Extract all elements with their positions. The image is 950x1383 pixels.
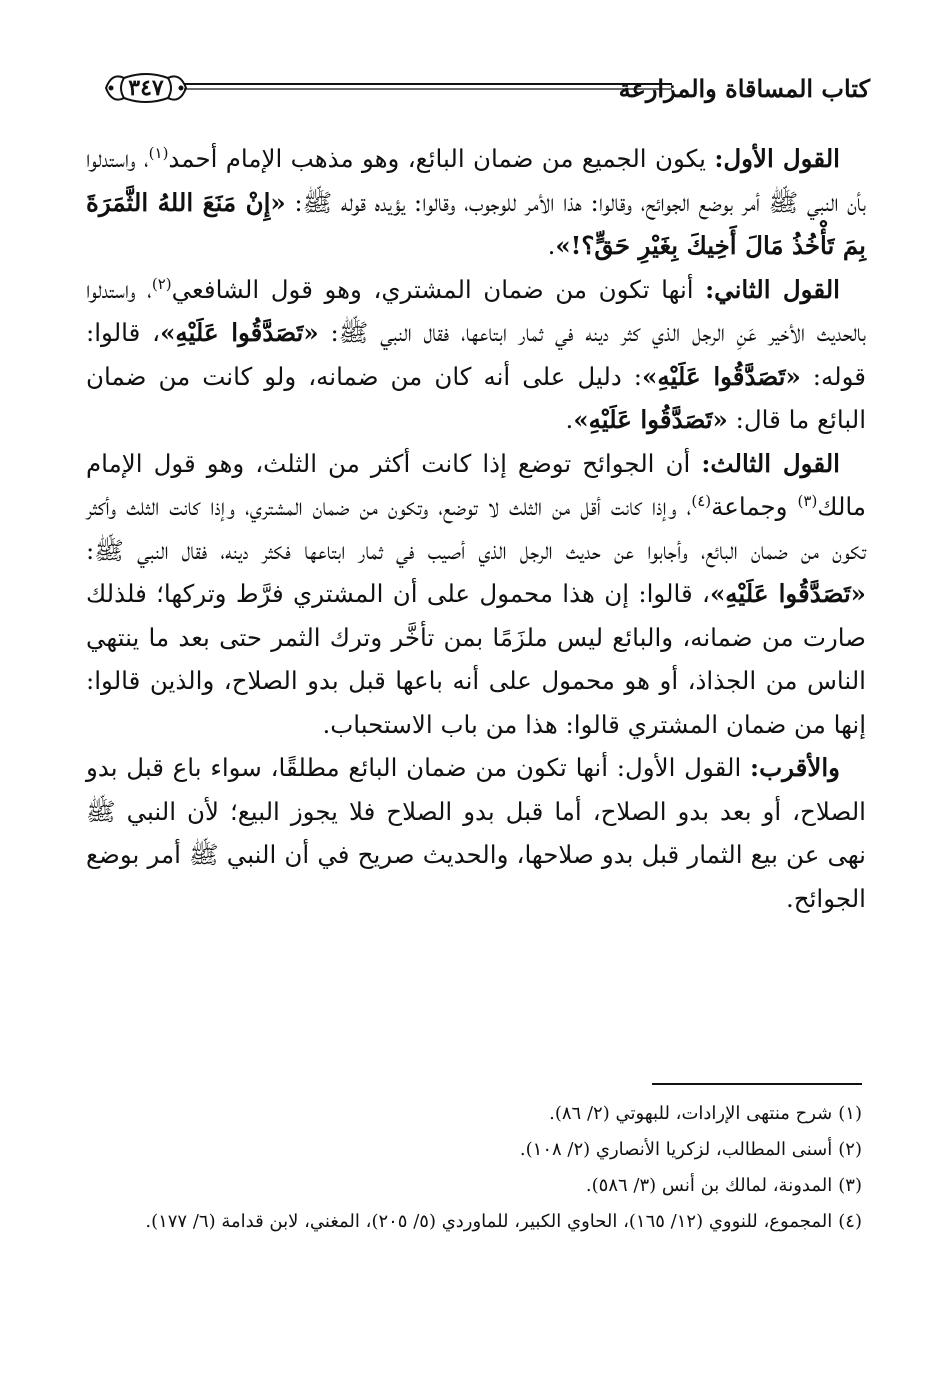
- footnote-number: (٢): [838, 1139, 862, 1160]
- paragraph-text: أن الجوائح توضع إذا كانت أكثر من الثلث، وهو قول الإمام مالك: [86, 448, 866, 521]
- page-number-ornament: [102, 68, 190, 108]
- paragraph-text: ، واستدلوا بالحديث الأخير عَنِ الرجل الذي كثر دينه في ثمار ابتاعها، فقال النبي ﷺ:: [86, 274, 867, 347]
- paragraph-second-opinion: [86, 268, 866, 442]
- paragraph-first-opinion: [86, 137, 866, 268]
- paragraph-text: ، قالوا: قوله:: [86, 318, 867, 391]
- paragraph-text: .: [565, 405, 574, 434]
- hadith-quote: «تَصَدَّقُوا عَلَيْهِ»: [573, 405, 728, 434]
- footnote-number: (١): [838, 1103, 862, 1124]
- page-header: [88, 66, 870, 116]
- paragraph-text: : دليل على أنه كان من ضمانه، ولو كانت من ضمان البائع ما قال:: [86, 361, 866, 434]
- hadith-quote: «تَصَدَّقُوا عَلَيْهِ»: [642, 361, 801, 391]
- footnote-text: المجموع، للنووي (١٢/ ١٦٥)، الحاوي الكبير، للماوردي (٥/ ٢٠٥)، المغني، لابن قدامة (٦/ ١٧٧).: [145, 1211, 833, 1232]
- footnote-text: المدونة، لمالك بن أنس (٣/ ٥٨٦).: [585, 1175, 833, 1196]
- footnote-separator: [652, 1083, 862, 1085]
- page-number: ٣٤٧: [128, 75, 164, 101]
- footnote-item: [86, 1168, 866, 1204]
- footnote-text: شرح منتهى الإرادات، للبهوتي (٢/ ٨٦).: [549, 1103, 833, 1124]
- footnote-number: (٤): [838, 1211, 862, 1232]
- main-text: [86, 137, 866, 920]
- footnote-item: [86, 1096, 866, 1132]
- header-rule: [184, 82, 672, 92]
- paragraph-text: يكون الجميع من ضمان البائع، وهو مذهب الإمام أحمد: [168, 144, 715, 173]
- book-title: كتاب المساقاة والمزارعة: [618, 74, 870, 103]
- footnote-item: [86, 1204, 866, 1240]
- footnote-ref[interactable]: (١): [148, 143, 169, 162]
- paragraph-preferred-opinion: [86, 746, 866, 920]
- paragraph-lead: القول الأول:: [714, 144, 840, 173]
- footnote-text: أسنى المطالب، لزكريا الأنصاري (٢/ ١٠٨).: [519, 1139, 833, 1160]
- paragraph-text: ، قالوا: إن هذا محمول على أن المشتري فرَّط وتركها؛ فلذلك صارت من ضمانه، والبائع ليس ملزَمًا بمن تأخَّر وترك الثمر حتى بعد ما ينتهي الناس من الجذاذ، أو هو محمول على أنه باعها قبل بدو الصلاح، والذين قالوا: إنها من ضمان المشتري قالوا: هذا من باب الاستحباب.: [86, 579, 866, 739]
- footnotes: [86, 1096, 866, 1240]
- footnote-ref[interactable]: (٣): [797, 491, 818, 510]
- paragraph-text: أنها تكون من ضمان المشتري، وهو قول الشافعي: [171, 274, 706, 304]
- paragraph-text: وجماعة: [711, 492, 798, 521]
- paragraph-lead: القول الثاني:: [705, 274, 840, 304]
- paragraph-lead: القول الثالث:: [701, 448, 840, 478]
- paragraph-text: ، واستدلوا بأن النبي ﷺ أمر بوضع الجوائح، وقالوا: هذا الأمر للوجوب، وقالوا: يؤيده قوله ﷺ:: [86, 144, 866, 217]
- hadith-quote: «تَصَدَّقُوا عَلَيْهِ»: [709, 579, 866, 608]
- paragraph-third-opinion: [86, 442, 866, 747]
- footnote-number: (٣): [838, 1175, 862, 1196]
- hadith-quote: «إِنْ مَنَعَ اللهُ الثَّمَرَةَ بِمَ تَأْخُذُ مَالَ أَخِيكَ بِغَيْرِ حَقٍّ؟!»: [86, 187, 866, 260]
- paragraph-text: ، وإذا كانت أقل من الثلث لا توضع، وتكون من ضمان المشتري، وإذا كانت الثلث وأكثر تكون من ضمان البائع، وأجابوا عن حديث الرجل الذي أصيب في ثمار ابتاعها فكثر دينه، فقال النبي ﷺ:: [86, 492, 866, 565]
- footnote-ref[interactable]: (٢): [151, 274, 172, 293]
- hadith-quote: «تَصَدَّقُوا عَلَيْهِ»: [160, 318, 319, 347]
- footnote-ref[interactable]: (٤): [691, 491, 712, 510]
- footnote-item: [86, 1132, 866, 1168]
- paragraph-text: .: [547, 231, 556, 260]
- paragraph-lead: والأقرب:: [750, 753, 840, 782]
- paragraph-text: القول الأول: أنها تكون من ضمان البائع مطلقًا، سواء باع قبل بدو الصلاح، أو بعد بدو الصلاح، أما قبل بدو الصلاح فلا يجوز البيع؛ لأن النبي ﷺ نهى عن بيع الثمار قبل بدو صلاحها، والحديث صريح في أن النبي ﷺ أمر بوضع الجوائح.: [86, 753, 866, 913]
